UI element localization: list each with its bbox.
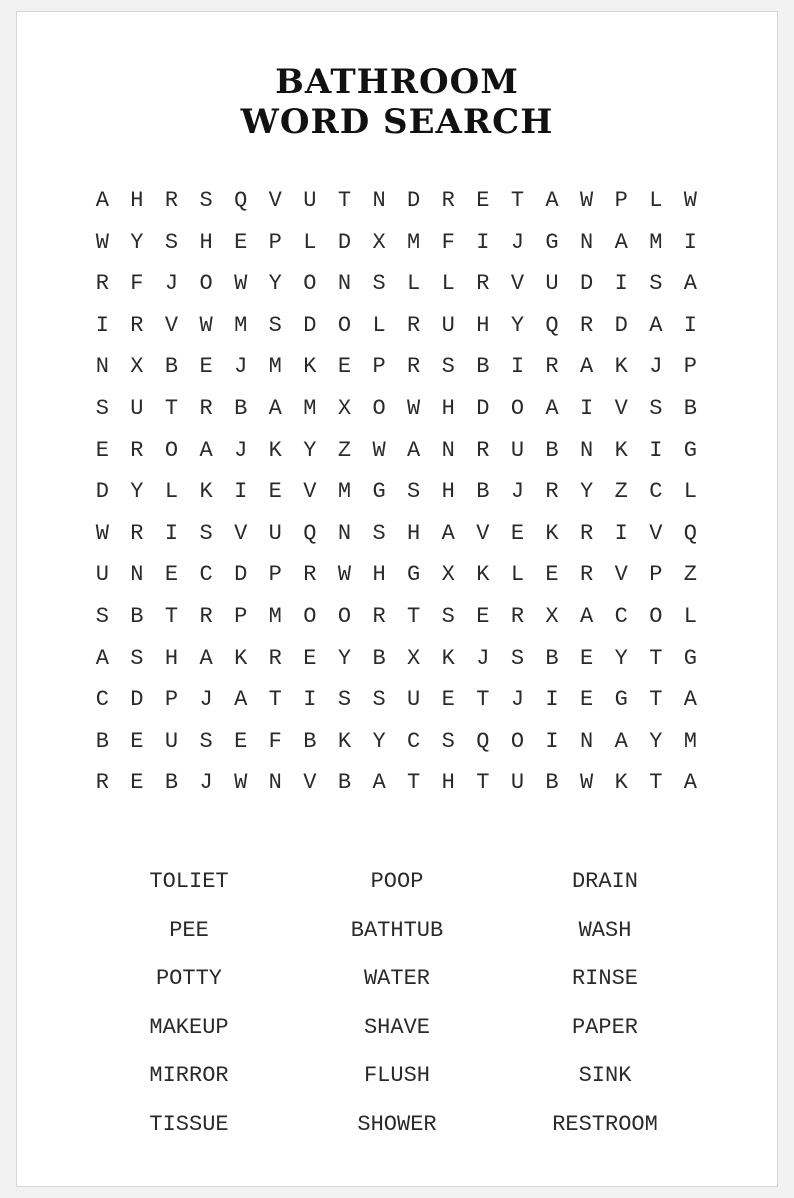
grid-letter: W <box>580 188 594 213</box>
grid-letter: U <box>545 271 559 297</box>
grid-letter: Q <box>234 188 248 213</box>
grid-letter: C <box>95 687 109 713</box>
grid-letter: N <box>337 520 352 546</box>
grid-letter: M <box>234 312 248 338</box>
grid-letter: C <box>199 562 213 588</box>
grid-letter: Q <box>683 520 697 546</box>
grid-letter: I <box>614 271 628 297</box>
grid-letter: J <box>510 229 525 255</box>
grid-letter: T <box>164 603 179 629</box>
grid-letter: D <box>337 229 352 255</box>
grid-letter: R <box>130 312 144 338</box>
grid-letter: A <box>683 271 697 297</box>
grid-letter: D <box>303 312 317 338</box>
grid-letter: O <box>164 437 179 463</box>
grid-letter: V <box>614 395 628 421</box>
grid-letter: T <box>407 603 421 629</box>
grid-letter: A <box>614 728 628 754</box>
word-list-item: SHAVE <box>363 1014 430 1040</box>
grid-letter: G <box>614 687 628 713</box>
grid-letter: A <box>649 312 663 338</box>
grid-letter: I <box>683 312 697 338</box>
grid-letter: U <box>441 312 455 338</box>
grid-letter: F <box>130 271 144 297</box>
grid-letter: V <box>476 520 490 546</box>
grid-letter: A <box>199 437 213 463</box>
grid-letter: R <box>441 188 455 213</box>
grid-letter: Y <box>510 312 525 338</box>
grid-letter: Y <box>268 271 282 297</box>
grid-letter: O <box>510 395 525 421</box>
grid-letter: I <box>164 520 179 546</box>
grid-letter: G <box>545 229 559 255</box>
grid-letter: K <box>199 479 213 505</box>
grid-letter: E <box>130 728 144 754</box>
word-list-item: TISSUE <box>149 1111 229 1137</box>
grid-letter: T <box>407 770 421 796</box>
grid-letter: P <box>268 229 282 255</box>
word-list-item: PEE <box>169 917 209 943</box>
grid-letter: J <box>510 687 525 713</box>
grid-letter: T <box>649 687 663 713</box>
grid-letter: E <box>580 687 594 713</box>
grid-letter: E <box>441 687 455 713</box>
grid-letter: I <box>683 229 697 255</box>
grid-letter: J <box>199 770 213 796</box>
grid-letter: H <box>130 188 144 213</box>
grid-letter: T <box>476 687 490 713</box>
grid-letter: N <box>268 770 282 796</box>
grid-letter: R <box>164 188 179 213</box>
grid-letter: B <box>130 603 144 629</box>
grid-letter: B <box>95 728 109 754</box>
grid-letter: A <box>683 770 697 796</box>
grid-letter: A <box>199 645 213 671</box>
grid-letter: R <box>372 603 386 629</box>
grid-letter: R <box>268 645 282 671</box>
grid-letter: B <box>476 354 490 380</box>
grid-letter: Q <box>303 520 317 546</box>
grid-letter: I <box>580 395 594 421</box>
grid-letter: L <box>683 479 697 505</box>
grid-letter: D <box>95 479 109 505</box>
grid-letter: A <box>614 229 628 255</box>
grid-letter: O <box>337 312 352 338</box>
grid-letter: G <box>372 479 386 505</box>
grid-letter: W <box>95 229 109 255</box>
grid-letter: G <box>683 437 697 463</box>
grid-letter: D <box>234 562 248 588</box>
grid-letter: D <box>407 188 421 213</box>
grid-letter: W <box>407 395 421 421</box>
grid-letter: E <box>164 562 179 588</box>
grid-letter: Q <box>545 312 559 338</box>
grid-letter: V <box>649 520 663 546</box>
grid-letter: A <box>234 687 248 713</box>
grid-letter: K <box>614 354 628 380</box>
grid-letter: P <box>683 354 697 380</box>
grid-letter: T <box>164 395 179 421</box>
grid-letter: U <box>164 728 179 754</box>
grid-letter: F <box>268 728 282 754</box>
word-list-item: RESTROOM <box>552 1111 658 1137</box>
grid-letter: B <box>683 395 697 421</box>
grid-letter: H <box>164 645 179 671</box>
grid-letter: E <box>545 562 559 588</box>
grid-letter: U <box>130 395 144 421</box>
word-list-item: POOP <box>370 869 424 894</box>
grid-letter: N <box>95 354 109 380</box>
grid-letter: D <box>614 312 628 338</box>
grid-letter: A <box>95 188 109 213</box>
grid-letter: R <box>580 312 594 338</box>
grid-letter: B <box>337 770 352 796</box>
grid-letter: Y <box>372 728 386 754</box>
grid-letter: S <box>372 520 386 546</box>
grid-letter: S <box>199 728 213 754</box>
grid-letter: W <box>337 562 352 588</box>
grid-letter: S <box>130 645 144 671</box>
grid-letter: X <box>337 395 352 421</box>
grid-letter: X <box>130 354 144 380</box>
grid-letter: N <box>337 271 352 297</box>
grid-letter: W <box>95 520 109 546</box>
grid-letter: E <box>337 354 352 380</box>
grid-letter: V <box>510 271 525 297</box>
grid-letter: B <box>545 770 559 796</box>
title-line-2: WORD SEARCH <box>240 102 554 142</box>
grid-letter: K <box>337 728 352 754</box>
grid-letter: V <box>164 312 179 338</box>
grid-letter: H <box>407 520 421 546</box>
grid-letter: R <box>199 603 213 629</box>
grid-letter: M <box>268 354 282 380</box>
grid-letter: A <box>545 188 559 213</box>
grid-letter: N <box>372 188 386 213</box>
grid-letter: P <box>649 562 663 588</box>
word-list-item: PAPER <box>571 1014 638 1040</box>
grid-letter: M <box>268 603 282 629</box>
grid-letter: H <box>441 770 455 796</box>
grid-letter: R <box>476 271 490 297</box>
grid-letter: O <box>510 728 525 754</box>
grid-letter: M <box>407 229 421 255</box>
grid-letter: R <box>95 770 109 796</box>
grid-letter: Y <box>614 645 628 671</box>
grid-letter: B <box>545 437 559 463</box>
grid-letter: U <box>303 188 317 213</box>
title-line-1: BATHROOM <box>275 62 519 102</box>
grid-letter: I <box>95 312 109 338</box>
grid-letter: S <box>407 479 421 505</box>
grid-letter: B <box>372 645 386 671</box>
grid-letter: P <box>164 687 179 713</box>
grid-letter: S <box>649 395 663 421</box>
word-list-item: SINK <box>578 1063 632 1088</box>
grid-letter: X <box>372 229 386 255</box>
grid-letter: S <box>441 728 455 754</box>
grid-letter: L <box>372 312 386 338</box>
grid-letter: C <box>614 603 628 629</box>
grid-letter: K <box>545 520 559 546</box>
grid-letter: K <box>303 354 317 380</box>
grid-letter: E <box>476 188 490 213</box>
grid-letter: N <box>580 229 594 255</box>
grid-letter: M <box>683 728 697 754</box>
grid-letter: R <box>407 312 421 338</box>
word-list-item: WATER <box>363 966 430 991</box>
grid-letter: S <box>164 229 179 255</box>
grid-letter: Q <box>476 728 490 754</box>
grid-letter: Y <box>130 229 144 255</box>
grid-letter: E <box>268 479 282 505</box>
grid-letter: I <box>234 479 248 505</box>
grid-letter: D <box>580 271 594 297</box>
grid-letter: M <box>649 229 663 255</box>
grid-letter: S <box>95 395 109 421</box>
grid-letter: T <box>649 770 663 796</box>
grid-letter: N <box>580 728 594 754</box>
grid-letter: Z <box>337 437 352 463</box>
grid-letter: S <box>372 271 386 297</box>
grid-letter: S <box>268 312 282 338</box>
word-list-item: FLUSH <box>363 1063 430 1088</box>
grid-letter: L <box>303 229 317 255</box>
grid-letter: S <box>441 354 455 380</box>
grid-letter: S <box>441 603 455 629</box>
grid-letter: U <box>268 520 282 546</box>
grid-letter: S <box>95 603 109 629</box>
grid-letter: M <box>337 479 352 505</box>
grid-letter: W <box>234 271 248 297</box>
grid-letter: R <box>303 562 317 588</box>
grid-letter: E <box>130 770 144 796</box>
grid-letter: O <box>199 271 213 297</box>
grid-letter: P <box>372 354 386 380</box>
grid-letter: S <box>510 645 525 671</box>
grid-letter: A <box>545 395 559 421</box>
grid-letter: D <box>130 687 144 713</box>
grid-letter: K <box>614 437 628 463</box>
grid-letter: D <box>476 395 490 421</box>
grid-letter: V <box>303 770 317 796</box>
grid-letter: H <box>476 312 490 338</box>
grid-letter: U <box>95 562 109 588</box>
word-list-item: BATHTUB <box>350 917 444 943</box>
grid-letter: I <box>614 520 628 546</box>
grid-letter: S <box>199 188 213 213</box>
grid-letter: H <box>199 229 213 255</box>
grid-letter: S <box>649 271 663 297</box>
grid-letter: J <box>510 479 525 505</box>
letter-grid <box>85 180 709 804</box>
grid-letter: R <box>580 562 594 588</box>
grid-letter: W <box>199 312 213 338</box>
grid-letter: J <box>199 687 213 713</box>
grid-letter: A <box>580 354 594 380</box>
grid-letter: B <box>303 728 317 754</box>
grid-letter: T <box>649 645 663 671</box>
grid-letter: A <box>268 395 282 421</box>
grid-letter: W <box>580 770 594 796</box>
grid-letter: R <box>476 437 490 463</box>
grid-letter: U <box>510 437 525 463</box>
word-list <box>85 862 709 1153</box>
grid-letter: C <box>649 479 663 505</box>
grid-letter: K <box>268 437 282 463</box>
grid-letter: Y <box>649 728 663 754</box>
grid-letter: G <box>683 645 697 671</box>
grid-letter: V <box>268 188 282 213</box>
grid-letter: A <box>683 687 697 713</box>
grid-letter: Z <box>683 562 697 588</box>
grid-letter: B <box>164 354 179 380</box>
grid-letter: R <box>510 603 525 629</box>
page-title <box>0 62 794 142</box>
grid-letter: I <box>545 687 559 713</box>
grid-letter: R <box>130 437 144 463</box>
grid-letter: J <box>164 271 179 297</box>
grid-letter: O <box>303 603 317 629</box>
grid-letter: B <box>234 395 248 421</box>
grid-letter: O <box>649 603 663 629</box>
grid-letter: P <box>268 562 282 588</box>
grid-letter: R <box>545 354 559 380</box>
word-list-item: RINSE <box>571 966 638 991</box>
word-list-item: MAKEUP <box>149 1014 229 1040</box>
grid-letter: N <box>441 437 455 463</box>
grid-letter: H <box>441 479 455 505</box>
grid-letter: P <box>614 188 628 213</box>
grid-letter: R <box>130 520 144 546</box>
grid-letter: U <box>407 687 421 713</box>
grid-letter: A <box>580 603 594 629</box>
grid-letter: L <box>441 271 455 297</box>
grid-letter: E <box>234 728 248 754</box>
grid-letter: I <box>476 229 490 255</box>
grid-letter: I <box>545 728 559 754</box>
grid-letter: K <box>441 645 455 671</box>
grid-letter: R <box>407 354 421 380</box>
grid-letter: M <box>303 395 317 421</box>
grid-letter: P <box>234 603 248 629</box>
grid-letter: H <box>372 562 386 588</box>
grid-letter: L <box>407 271 421 297</box>
grid-letter: R <box>199 395 213 421</box>
grid-letter: Y <box>303 437 317 463</box>
grid-letter: E <box>95 437 109 463</box>
grid-letter: X <box>407 645 421 671</box>
grid-letter: R <box>580 520 594 546</box>
grid-letter: B <box>476 479 490 505</box>
grid-letter: A <box>441 520 455 546</box>
grid-letter: N <box>130 562 144 588</box>
grid-letter: U <box>510 770 525 796</box>
word-list-item: TOLIET <box>149 869 229 894</box>
grid-letter: H <box>441 395 455 421</box>
grid-letter: J <box>234 354 248 380</box>
grid-letter: E <box>199 354 213 380</box>
grid-letter: S <box>337 687 352 713</box>
grid-letter: L <box>510 562 525 588</box>
grid-letter: E <box>580 645 594 671</box>
word-list-item: MIRROR <box>149 1063 229 1088</box>
grid-letter: L <box>649 188 663 213</box>
grid-letter: A <box>95 645 109 671</box>
grid-letter: X <box>545 603 559 629</box>
word-list-item: SHOWER <box>357 1111 437 1137</box>
word-list-item: WASH <box>578 917 632 943</box>
grid-letter: W <box>372 437 386 463</box>
grid-letter: T <box>476 770 490 796</box>
grid-letter: J <box>234 437 248 463</box>
word-list-item: DRAIN <box>571 869 638 894</box>
grid-letter: V <box>303 479 317 505</box>
grid-letter: G <box>407 562 421 588</box>
grid-letter: K <box>476 562 490 588</box>
grid-letter: I <box>510 354 525 380</box>
grid-letter: O <box>337 603 352 629</box>
grid-letter: E <box>303 645 317 671</box>
grid-letter: J <box>476 645 490 671</box>
word-list-item: POTTY <box>155 966 222 991</box>
grid-letter: C <box>407 728 421 754</box>
grid-letter: A <box>372 770 386 796</box>
grid-letter: E <box>234 229 248 255</box>
grid-letter: S <box>372 687 386 713</box>
grid-letter: R <box>95 271 109 297</box>
grid-letter: O <box>303 271 317 297</box>
grid-letter: V <box>614 562 628 588</box>
grid-letter: I <box>649 437 663 463</box>
grid-letter: E <box>476 603 490 629</box>
grid-letter: B <box>164 770 179 796</box>
grid-letter: X <box>441 562 455 588</box>
grid-letter: K <box>614 770 628 796</box>
grid-letter: Y <box>580 479 594 505</box>
grid-letter: W <box>234 770 248 796</box>
grid-letter: V <box>234 520 248 546</box>
grid-letter: Y <box>130 479 144 505</box>
grid-letter: B <box>545 645 559 671</box>
grid-letter: L <box>683 603 697 629</box>
grid-letter: F <box>441 229 455 255</box>
grid-letter: R <box>545 479 559 505</box>
grid-letter: S <box>199 520 213 546</box>
grid-letter: T <box>268 687 282 713</box>
grid-letter: W <box>683 188 697 213</box>
grid-letter: O <box>372 395 386 421</box>
grid-letter: Z <box>614 479 628 505</box>
grid-letter: T <box>510 188 525 213</box>
grid-letter: K <box>234 645 248 671</box>
grid-letter: Y <box>337 645 352 671</box>
grid-letter: J <box>649 354 663 380</box>
grid-letter: N <box>580 437 594 463</box>
grid-letter: L <box>164 479 179 505</box>
grid-letter: T <box>337 188 352 213</box>
grid-letter: E <box>510 520 525 546</box>
grid-letter: A <box>407 437 421 463</box>
grid-letter: I <box>303 687 317 713</box>
